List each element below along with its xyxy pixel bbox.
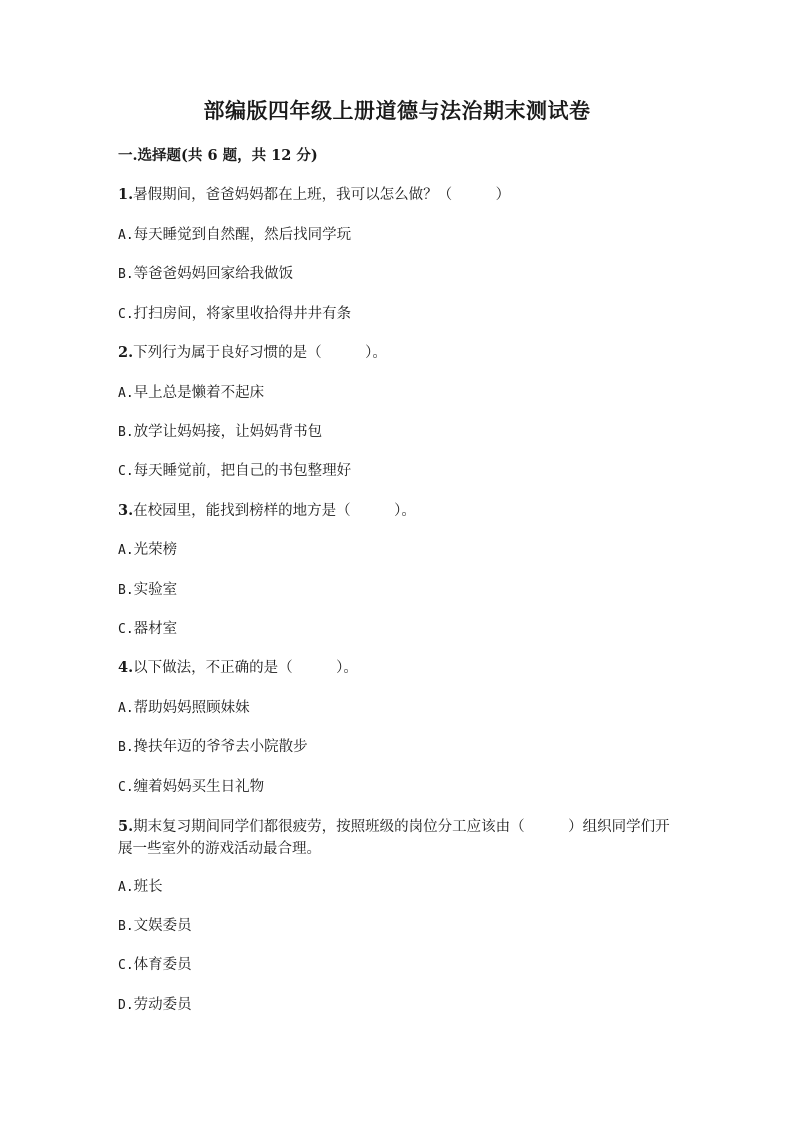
exam-title: 部编版四年级上册道德与法治期末测试卷 — [203, 98, 591, 123]
option-text: 实验室 — [133, 582, 178, 598]
option-1c — [118, 303, 683, 326]
option-3a — [118, 539, 683, 562]
question-number: 2. — [118, 344, 134, 361]
option-2b — [118, 421, 683, 444]
question-number: 4. — [118, 659, 134, 676]
option-5a — [118, 876, 683, 899]
option-letter: D. — [118, 998, 134, 1013]
question-1 — [118, 184, 683, 206]
question-5 — [118, 816, 678, 860]
question-text: 在校园里，能找到榜样的地方是（ ）。 — [133, 503, 416, 519]
question-number: 3. — [118, 502, 134, 519]
option-5b — [118, 915, 683, 938]
question-text: 以下做法，不正确的是（ ）。 — [133, 660, 358, 676]
option-letter: C. — [118, 780, 134, 795]
question-2 — [118, 342, 683, 364]
option-3c — [118, 618, 683, 641]
option-text: 每天睡觉前，把自己的书包整理好 — [133, 463, 352, 479]
option-text: 光荣榜 — [133, 542, 178, 558]
option-3b — [118, 579, 683, 602]
option-text: 早上总是懒着不起床 — [133, 385, 265, 401]
option-letter: C. — [118, 464, 134, 479]
option-letter: B. — [118, 919, 134, 934]
option-text: 等爸爸妈妈回家给我做饭 — [133, 266, 294, 282]
option-text: 缠着妈妈买生日礼物 — [133, 779, 265, 795]
question-3 — [118, 500, 683, 522]
question-text: 期末复习期间同学们都很疲劳，按照班级的岗位分工应该由（ ）组织同学们开展一些室外的游戏活动最合理。 — [118, 819, 670, 857]
option-text: 搀扶年迈的爷爷去小院散步 — [133, 739, 308, 755]
option-letter: B. — [118, 425, 134, 440]
option-letter: A. — [118, 228, 134, 243]
option-letter: A. — [118, 543, 134, 558]
option-letter: C. — [118, 958, 134, 973]
option-2c — [118, 460, 683, 483]
question-text: 暑假期间，爸爸妈妈都在上班，我可以怎么做？（ ） — [133, 187, 511, 203]
option-text: 放学让妈妈接，让妈妈背书包 — [133, 424, 323, 440]
question-number: 1. — [118, 186, 134, 203]
question-number: 5. — [118, 818, 134, 835]
option-1b — [118, 263, 683, 286]
section-heading: 一.选择题(共 6 题，共 12 分) — [118, 147, 318, 164]
option-letter: B. — [118, 740, 134, 755]
option-text: 帮助妈妈照顾妹妹 — [133, 700, 250, 716]
question-text: 下列行为属于良好习惯的是（ ）。 — [133, 345, 387, 361]
option-4b — [118, 736, 683, 759]
option-5d — [118, 994, 683, 1017]
option-letter: A. — [118, 880, 134, 895]
option-text: 每天睡觉到自然醒，然后找同学玩 — [133, 227, 352, 243]
option-letter: B. — [118, 267, 134, 282]
option-text: 文娱委员 — [133, 918, 192, 934]
question-4 — [118, 657, 683, 679]
option-5c — [118, 954, 683, 977]
option-text: 班长 — [133, 879, 163, 895]
option-4a — [118, 697, 683, 720]
option-text: 器材室 — [133, 621, 178, 637]
option-1a — [118, 224, 683, 247]
option-text: 体育委员 — [133, 957, 192, 973]
option-letter: C. — [118, 307, 134, 322]
option-text: 打扫房间，将家里收拾得井井有条 — [133, 306, 352, 322]
option-letter: A. — [118, 701, 134, 716]
option-text: 劳动委员 — [133, 997, 192, 1013]
option-2a — [118, 382, 683, 405]
option-letter: B. — [118, 583, 134, 598]
option-letter: C. — [118, 622, 134, 637]
option-4c — [118, 776, 683, 799]
option-letter: A. — [118, 386, 134, 401]
